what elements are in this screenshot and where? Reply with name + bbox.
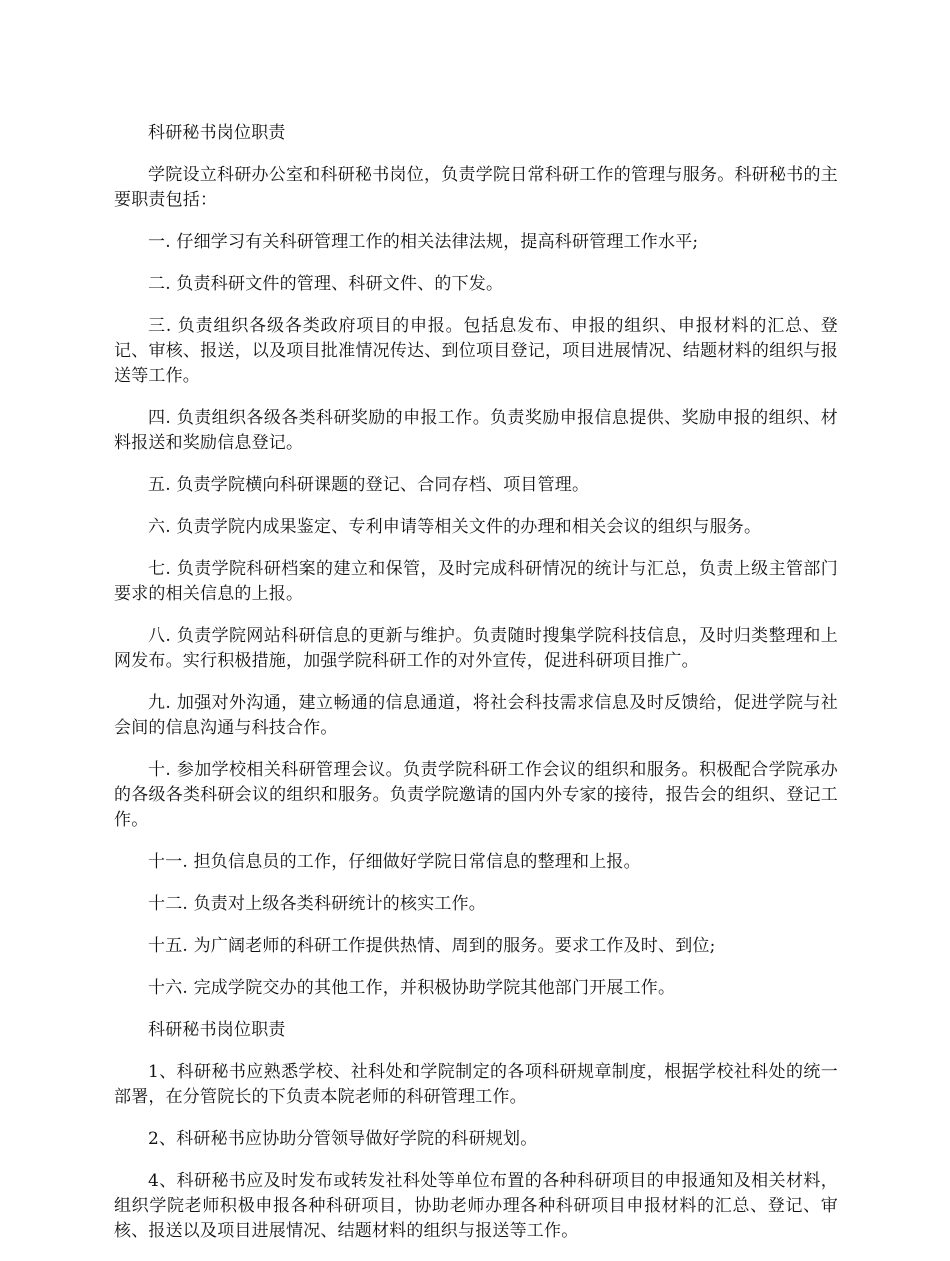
duty-item-2: 二. 负责科研文件的管理、科研文件、的下发。 xyxy=(148,274,504,294)
duty-item-3: 三. 负责组织各级各类政府项目的申报。包括息发布、申报的组织、申报材料的汇总、登记、审核、报送，以及项目批准情况传达、到位项目登记，项目进展情况、结题材料的组织与报送等工作。 xyxy=(114,316,838,386)
duty-item-10: 十. 参加学校相关科研管理会议。负责学院科研工作会议的组织和服务。积极配合学院承办的各级各类科研会议的组织和服务。负责学院邀请的国内外专家的接待，报告会的组织、登记工作。 xyxy=(114,760,838,830)
section-title-1: 科研秘书岗位职责 xyxy=(148,123,286,143)
duty-item-4: 四. 负责组织各级各类科研奖励的申报工作。负责奖励申报信息提供、奖励申报的组织、材料报送和奖励信息登记。 xyxy=(114,408,838,453)
duty-item-9: 九. 加强对外沟通，建立畅通的信息通道，将社会科技需求信息及时反馈给，促进学院与社会间的信息沟通与科技合作。 xyxy=(114,693,838,738)
intro-paragraph: 学院设立科研办公室和科研秘书岗位，负责学院日常科研工作的管理与服务。科研秘书的主要职责包括： xyxy=(114,165,838,210)
duty-item-15: 十五. 为广阔老师的科研工作提供热情、周到的服务。要求工作及时、到位; xyxy=(148,936,716,956)
duty-item-1: 一. 仔细学习有关科研管理工作的相关法律法规，提高科研管理工作水平; xyxy=(148,232,699,252)
duty-item-8: 八. 负责学院网站科研信息的更新与维护。负责随时搜集学院科技信息，及时归类整理和上网发布。实行积极措施，加强学院科研工作的对外宣传，促进科研项目推广。 xyxy=(114,626,838,671)
duty-numbered-4: 4、科研秘书应及时发布或转发社科处等单位布置的各种科研项目的申报通知及相关材料，组织学院老师积极申报各种科研项目，协助老师办理各种科研项目申报材料的汇总、登记、审核、报送以及项目进展情况、结题材料的组织与报送等工作。 xyxy=(114,1171,838,1241)
duty-item-5: 五. 负责学院横向科研课题的登记、合同存档、项目管理。 xyxy=(148,475,590,495)
duty-item-11: 十一. 担负信息员的工作，仔细做好学院日常信息的整理和上报。 xyxy=(148,852,641,872)
duty-item-16: 十六. 完成学院交办的其他工作，并积极协助学院其他部门开展工作。 xyxy=(148,978,676,998)
duty-numbered-2: 2、科研秘书应协助分管领导做好学院的科研规划。 xyxy=(148,1129,538,1149)
document-page xyxy=(114,121,838,1261)
duty-item-7: 七. 负责学院科研档案的建立和保管，及时完成科研情况的统计与汇总，负责上级主管部门要求的相关信息的上报。 xyxy=(114,559,838,604)
duty-item-6: 六. 负责学院内成果鉴定、专利申请等相关文件的办理和相关会议的组织与服务。 xyxy=(148,517,762,537)
duty-numbered-1: 1、科研秘书应熟悉学校、社科处和学院制定的各项科研规章制度，根据学校社科处的统一部署，在分管院长的下负责本院老师的科研管理工作。 xyxy=(114,1062,838,1107)
section-title-2: 科研秘书岗位职责 xyxy=(148,1020,286,1040)
duty-item-12: 十二. 负责对上级各类科研统计的核实工作。 xyxy=(148,894,487,914)
